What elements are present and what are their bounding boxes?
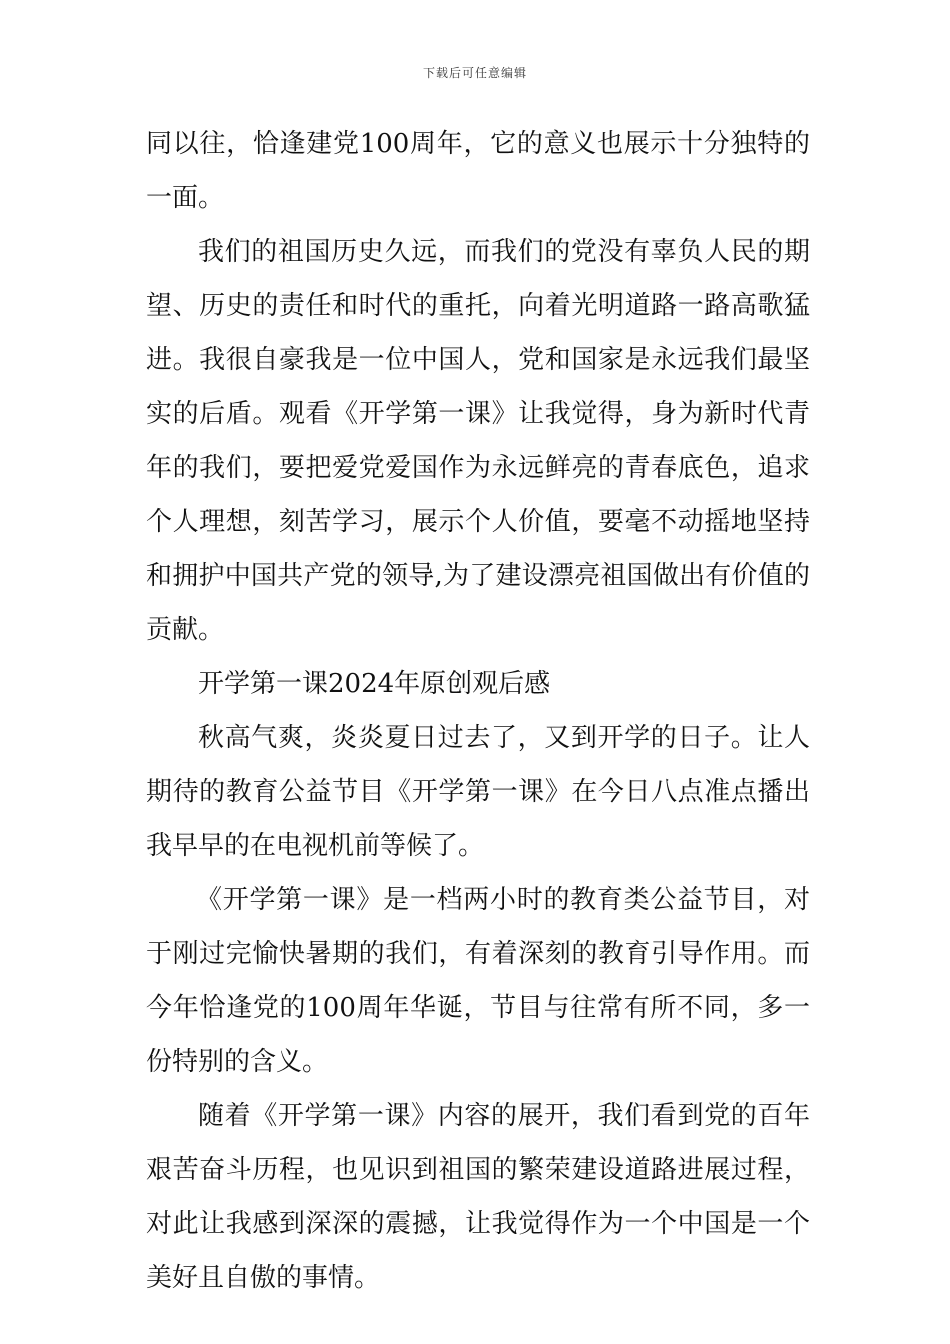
paragraph-motherland: 我们的祖国历史久远，而我们的党没有辜负人民的期望、历史的责任和时代的重托，向着光明道路一路高歌猛进。我很自豪我是一位中国人，党和国家是永远我们最坚实的后盾。观看《开学第一课》让我觉得，身为新时代青年的我们，要把爱党爱国作为永远鲜亮的青春底色，追求个人理想，刻苦学习，展示个人价值，要毫不动摇地坚持和拥护中国共产党的领导,为了建设漂亮祖国做出有价值的贡献。 bbox=[146, 237, 810, 645]
paragraph-continuation: 同以往，恰逢建党100周年，它的意义也展示十分独特的一面。 bbox=[146, 129, 810, 213]
paragraph-autumn: 秋高气爽，炎炎夏日过去了，又到开学的日子。让人期待的教育公益节目《开学第一课》在今日八点准点播出我早早的在电视机前等候了。 bbox=[146, 723, 810, 861]
document-body bbox=[146, 117, 810, 1305]
paragraph-reflection: 随着《开学第一课》内容的展开，我们看到党的百年艰苦奋斗历程，也见识到祖国的繁荣建设道路进展过程，对此让我感到深深的震撼，让我觉得作为一个中国是一个美好且自傲的事情。 bbox=[146, 1101, 810, 1293]
paragraph-program-intro: 《开学第一课》是一档两小时的教育类公益节目，对于刚过完愉快暑期的我们，有着深刻的教育引导作用。而今年恰逢党的100周年华诞，节目与往常有所不同，多一份特别的含义。 bbox=[146, 885, 810, 1077]
page-header: 下载后可任意编辑 bbox=[422, 66, 527, 80]
section-heading: 开学第一课2024年原创观后感 bbox=[198, 669, 551, 699]
